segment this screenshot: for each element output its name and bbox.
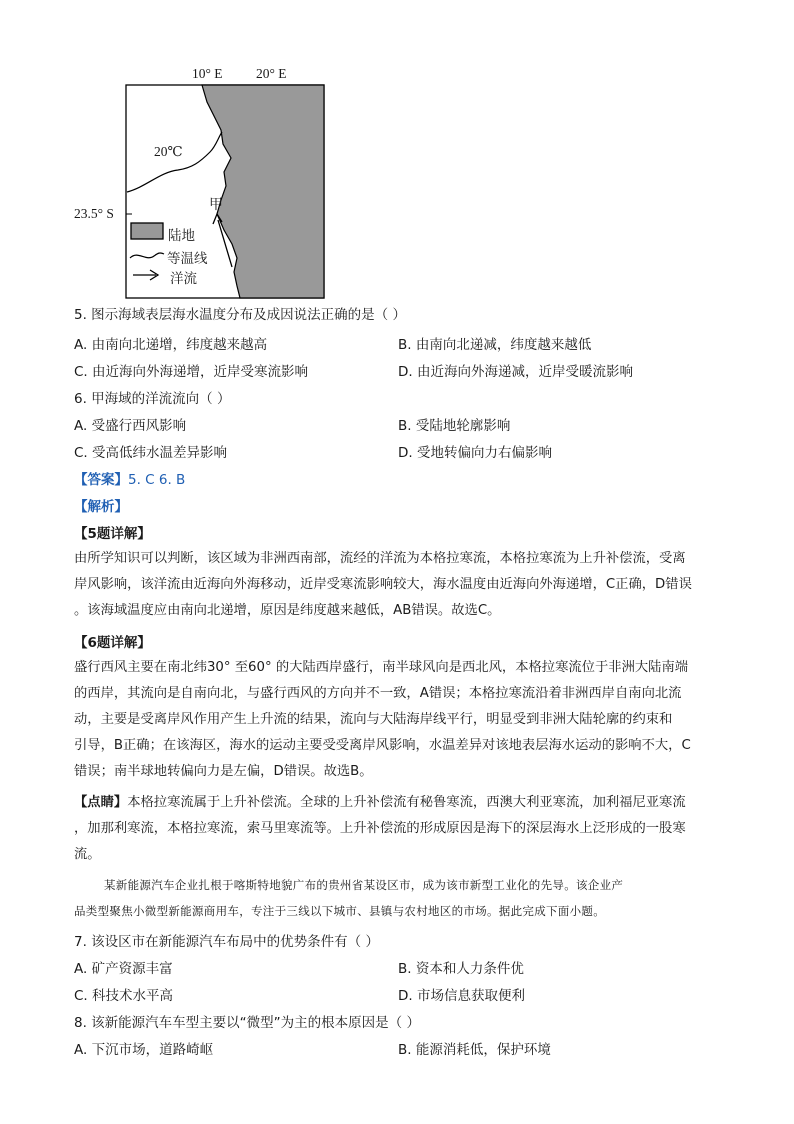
q7-option-a: A. 矿产资源丰富 (74, 961, 173, 977)
detail5-tag: 【5题详解】 (74, 526, 151, 542)
q5-option-d: D. 由近海向外海递减，近岸受暖流影响 (398, 364, 633, 380)
detail6-line: 动，主要是受离岸风作用产生上升流的结果，流向与大陆海岸线平行，明显受到非洲大陆轮廓的约束和 (74, 712, 673, 727)
detail6-body (74, 655, 691, 785)
sea-label-jia: 甲 (209, 197, 223, 213)
q6-option-d: D. 受地转偏向力右偏影响 (398, 445, 552, 461)
answer-text: 5. C 6. B (128, 472, 186, 488)
land-area (202, 85, 324, 298)
q7-stem: 7. 该设区市在新能源汽车布局中的优势条件有（ ） (74, 934, 379, 950)
q5-option-a: A. 由南向北递增，纬度越来越高 (74, 337, 268, 353)
detail6-line: 引导，B正确；在该海区，海水的运动主要受受离岸风影响，水温差异对该地表层海水运动的影响不大，C (74, 738, 691, 753)
q7-option-d: D. 市场信息获取便利 (398, 988, 525, 1004)
q8-stem: 8. 该新能源汽车车型主要以“微型”为主的根本原因是（ ） (74, 1015, 420, 1031)
q6-option-b: B. 受陆地轮廓影响 (398, 418, 511, 434)
q6-option-a: A. 受盛行西风影响 (74, 418, 187, 434)
q8-option-a: A. 下沉市场，道路崎岖 (74, 1042, 214, 1058)
legend-isotherm-label: 等温线 (167, 251, 208, 267)
q8-option-b: B. 能源消耗低，保护环境 (398, 1042, 551, 1058)
q6-stem: 6. 甲海域的洋流流向（ ） (74, 391, 231, 407)
q5-option-c: C. 由近海向外海递增，近岸受寒流影响 (74, 364, 309, 380)
detail6-line: 的西岸，其流向是自南向北，与盛行西风的方向并不一致，A错误；本格拉寒流沿着非洲西岸自南向北流 (74, 686, 682, 701)
q5-stem: 5. 图示海域表层海水温度分布及成因说法正确的是（ ） (74, 307, 406, 323)
ocean-current-map (74, 62, 334, 302)
point-line: 流。 (74, 847, 101, 862)
isotherm-label: 20℃ (154, 144, 183, 159)
material-line-2: 品类型聚焦小微型新能源商用车，专注于三线以下城市、县镇与农村地区的市场。据此完成下面小题。 (74, 904, 605, 918)
lat-label: 23.5° S (74, 206, 114, 221)
answer-line (74, 468, 185, 488)
point-first-text: 本格拉寒流属于上升补偿流。全球的上升补偿流有秘鲁寒流，西澳大利亚寒流，加利福尼亚寒流 (127, 795, 686, 810)
detail5-body (74, 546, 692, 624)
detail6-line: 盛行西风主要在南北纬30° 至60° 的大陆西岸盛行，南半球风向是西北风，本格拉寒流位于非洲大陆南端 (74, 660, 689, 675)
detail6-line: 错误；南半球地转偏向力是左偏，D错误。故选B。 (74, 764, 373, 779)
legend-land-swatch (131, 223, 163, 239)
detail5-line: 岸风影响，该洋流由近海向外海移动，近岸受寒流影响较大，海水温度由近海向外海递增，C正确，D错误 (74, 577, 692, 592)
isotherm-line (127, 132, 222, 192)
point-body (74, 790, 686, 868)
legend-land-label: 陆地 (168, 228, 195, 244)
lon-label-10e: 10° E (192, 66, 223, 81)
lon-label-20e: 20° E (256, 66, 287, 81)
point-first-line (74, 790, 686, 816)
q7-option-c: C. 科技术水平高 (74, 988, 174, 1004)
point-line: ，加那利寒流，本格拉寒流，索马里寒流等。上升补偿流的形成原因是海下的深层海水上泛形成的一股寒 (74, 821, 686, 836)
q5-option-b: B. 由南向北递减，纬度越来越低 (398, 337, 592, 353)
q6-option-c: C. 受高低纬水温差异影响 (74, 445, 228, 461)
legend-isotherm-swatch (130, 253, 164, 258)
point-tag: 【点睛】 (74, 795, 128, 810)
material-line-1: 某新能源汽车企业扎根于喀斯特地貌广布的贵州省某设区市，成为该市新型工业化的先导。该企业产 (104, 878, 624, 892)
legend-current-label: 洋流 (170, 271, 197, 287)
analysis-tag: 【解析】 (74, 499, 128, 515)
answer-tag: 【答案】 (74, 472, 128, 488)
detail5-line: 由所学知识可以判断，该区域为非洲西南部，流经的洋流为本格拉寒流，本格拉寒流为上升补偿流，受离 (74, 551, 686, 566)
detail6-tag: 【6题详解】 (74, 635, 151, 651)
detail5-line: 。该海域温度应由南向北递增，原因是纬度越来越低，AB错误。故选C。 (74, 603, 501, 618)
q7-option-b: B. 资本和人力条件优 (398, 961, 524, 977)
